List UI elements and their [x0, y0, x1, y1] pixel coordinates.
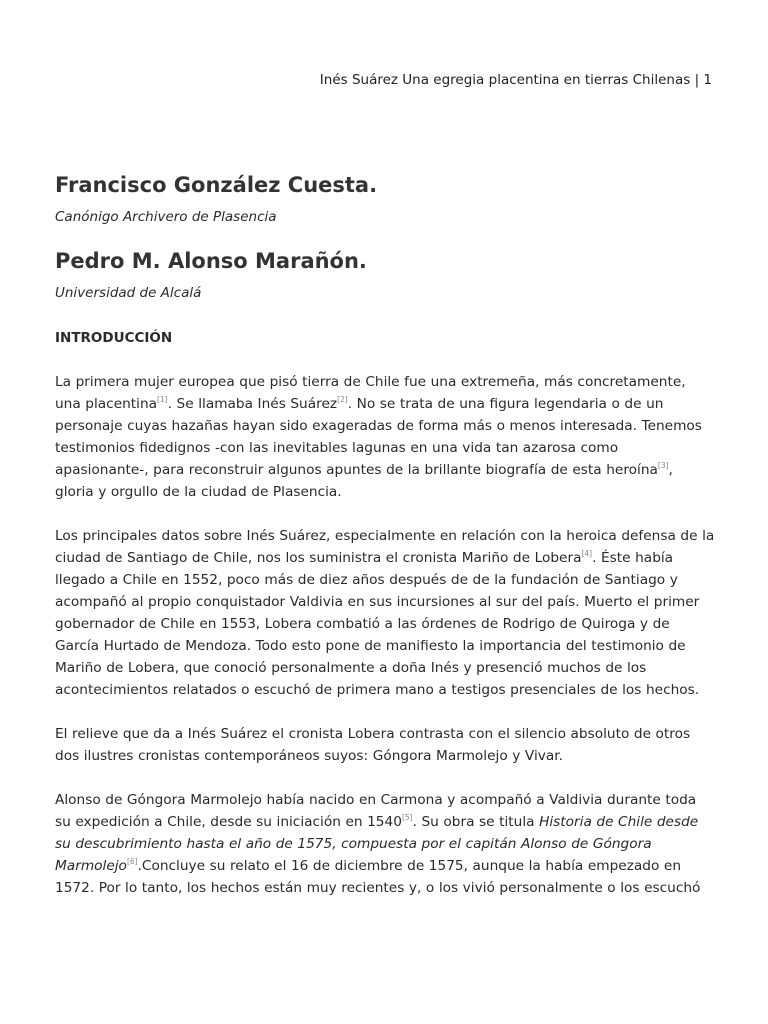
work-title: Historia de Chile desde su descubrimiento hasta el año de 1575, compuesta por el capitán Alonso de Góngora Marmolejo [55, 814, 699, 874]
paragraph-3 [55, 723, 715, 767]
document-content [55, 170, 715, 899]
paragraph-2 [55, 525, 715, 701]
text-run: . Éste había llegado a Chile en 1552, poco más de diez años después de de la fundación de Santiago y acompañó al propio conquistador Valdivia en sus incursiones al sur del país. Muerto el primer gobernador de Chile en 1553, Lobera combatió a las órdenes de Rodrigo de Quiroga y de García Hurtado de Mendoza. Todo esto pone de manifiesto la importancia del testimonio de Mariño de Lobera, que conoció personalmente a doña Inés y presenció muchos de los acontecimientos relatados o escuchó de primera mano a testigos presenciales de los hechos. [55, 550, 700, 698]
footnote-ref-3[interactable]: [3] [657, 461, 669, 470]
text-run: .Concluye su relato el 16 de diciembre de 1575, aunque la había empezado en 1572. Por lo tanto, los hechos están muy recientes y, o los vivió personalmente o los escuchó [55, 858, 701, 896]
text-run: Los principales datos sobre Inés Suárez, especialmente en relación con la heroica defensa de la ciudad de Santiago de Chile, nos los suministra el cronista Mariño de Lobera [55, 528, 715, 566]
text-run: . Su obra se titula [412, 814, 540, 830]
text-run: , gloria y orgullo de la ciudad de Plasencia. [55, 462, 673, 500]
author-block-1 [55, 170, 715, 227]
author-affiliation: Canónigo Archivero de Plasencia [55, 209, 277, 225]
text-run: El relieve que da a Inés Suárez el cronista Lobera contrasta con el silencio absoluto de otros dos ilustres cronistas contemporáneos suyos: Góngora Marmolejo y Vivar. [55, 726, 691, 764]
text-run: . No se trata de una figura legendaria o de un personaje cuyas hazañas hayan sido exageradas de forma más o menos interesada. Tenemos testimonios fidedignos -con las inevitables lagunas en una vida tan azarosa como apasionante-, para reconstruir algunos apuntes de la brillante biografía de esta heroína [55, 396, 702, 478]
footnote-ref-5[interactable]: [5] [401, 813, 413, 822]
paragraph-4 [55, 789, 715, 899]
author-name: Pedro M. Alonso Marañón. [55, 249, 367, 273]
footnote-ref-4[interactable]: [4] [581, 549, 593, 558]
section-heading: INTRODUCCIÓN [55, 330, 173, 346]
footnote-ref-2[interactable]: [2] [337, 395, 348, 404]
text-run: La primera mujer europea que pisó tierra de Chile fue una extremeña, más concretamente, una placentina [55, 374, 686, 412]
footnote-ref-1[interactable]: [1] [157, 395, 168, 404]
footnote-ref-6[interactable]: [6] [126, 857, 138, 866]
author-name: Francisco González Cuesta. [55, 173, 378, 197]
running-header: Inés Suárez Una egregia placentina en tierras Chilenas | 1 [319, 72, 712, 88]
text-run: . Se llamaba Inés Suárez [167, 396, 338, 412]
text-run: Alonso de Góngora Marmolejo había nacido en Carmona y acompañó a Valdivia durante toda su expedición a Chile, desde su iniciación en 1540 [55, 792, 697, 830]
author-affiliation: Universidad de Alcalá [55, 285, 202, 301]
author-block-2 [55, 246, 715, 303]
paragraph-1 [55, 371, 715, 503]
